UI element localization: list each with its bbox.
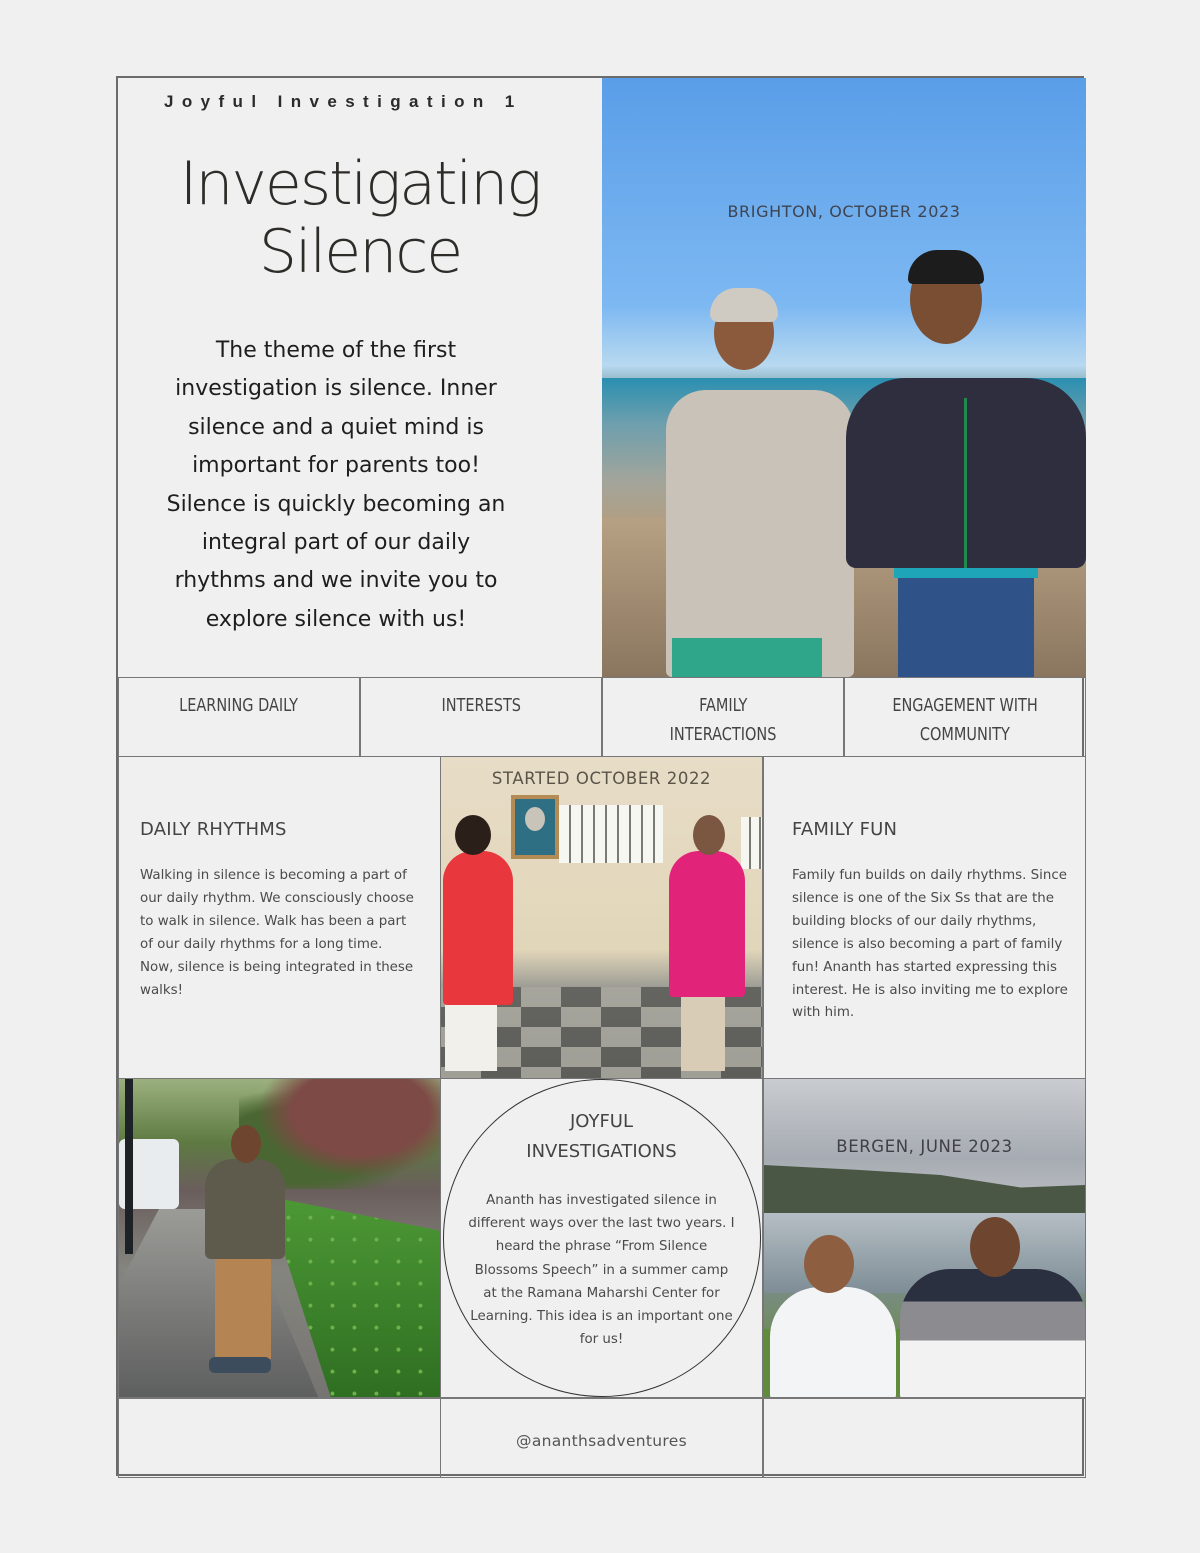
footer-left-cell [118,1398,441,1478]
started-caption: STARTED OCTOBER 2022 [491,769,712,788]
mountain-shape [764,1165,1085,1215]
circle-title [441,1107,762,1167]
hero-text-panel [118,78,602,677]
footer-center-cell [440,1398,763,1478]
section-body: Family fun builds on daily rhythms. Since silence is one of the Six Ss that are the building blocks of our daily rhythms, silence is also becoming a part of family fun! Ananth has started expressing this interest. He is also inviting me to explore with him. [792,868,1068,1021]
section-body: Walking in silence is becoming a part of our daily rhythm. We consciously choose to walk in silence. Walk has been a part of our daily rhythms for a long time. Now, silence is being integrated in these walks! [140,868,414,998]
nav-label: LEARNING DAILY [179,696,299,716]
man-figure [900,1269,1086,1398]
circle-body: Ananth has investigated silence in different ways over the last two years. I heard the phrase “From Silence Blossoms Speech” in a summer camp at the Ramana Maharshi Center for Learning. This idea is an important one for us! [468,1193,735,1348]
intro-paragraph: The theme of the first investigation is silence. Inner silence and a quiet mind is important for parents too! Silence is quickly becoming an integral part of our daily rhythms and we invite you to explore silence with us! [166,338,506,632]
family-fun-panel [763,756,1086,1079]
section-title: DAILY RHYTHMS [140,819,287,840]
footer-right-cell [763,1398,1086,1478]
figure-1-head [455,815,491,855]
woman-figure [770,1287,896,1398]
window-shape [559,805,663,863]
nav-label-2: COMMUNITY [920,725,1010,745]
brighton-caption: BRIGHTON, OCTOBER 2023 [727,202,961,221]
man-jeans [898,576,1034,677]
nav-label: FAMILY [698,696,748,716]
woman-figure [666,390,854,677]
daily-rhythms-panel [118,756,441,1079]
figure-2-head [693,815,725,855]
page-title [118,150,602,286]
hoodie-zip [964,398,967,568]
nav-label: INTERESTS [441,696,521,716]
nav-engagement-community[interactable] [844,677,1086,757]
walker-jacket [205,1159,285,1259]
started-october-photo [440,756,763,1079]
nav-learning-daily[interactable] [118,677,360,757]
newsletter-page [116,76,1084,1476]
man-head [970,1217,1020,1277]
joyful-investigations-panel [440,1078,763,1398]
nav-interests[interactable] [360,677,602,757]
woman-skirt [672,638,822,677]
walking-photo [118,1078,441,1398]
figure-1-kurta [443,851,513,1005]
brighton-photo [602,78,1086,677]
nav-label: ENGAGEMENT WITH [892,696,1038,716]
circle-title-line-1: JOYFUL [569,1111,634,1132]
figure-1-pants [445,1001,497,1071]
man-hair [908,250,984,284]
bergen-caption: BERGEN, JUNE 2023 [836,1137,1013,1156]
figure-2-kurta [669,851,745,997]
title-line-1: Investigating [179,149,541,219]
window-shape-2 [741,817,763,869]
framed-portrait [511,795,559,859]
kicker-label: Joyful Investigation 1 [164,92,523,111]
woman-hair [710,288,778,322]
title-line-2: Silence [258,217,462,287]
hedge-shape [284,1189,441,1398]
bergen-photo [763,1078,1086,1398]
nav-label-2: INTERACTIONS [669,725,777,745]
circle-title-line-2: INVESTIGATIONS [526,1141,677,1162]
figure-2-pants [681,993,725,1071]
lamp-post [125,1079,133,1254]
walker-shoes [209,1357,271,1373]
section-title: FAMILY FUN [792,819,898,840]
walker-pants [215,1249,271,1359]
woman-head [804,1235,854,1293]
nav-family-interactions[interactable] [602,677,844,757]
social-handle[interactable]: @ananthsadventures [516,1432,687,1450]
walker-head [231,1125,261,1163]
